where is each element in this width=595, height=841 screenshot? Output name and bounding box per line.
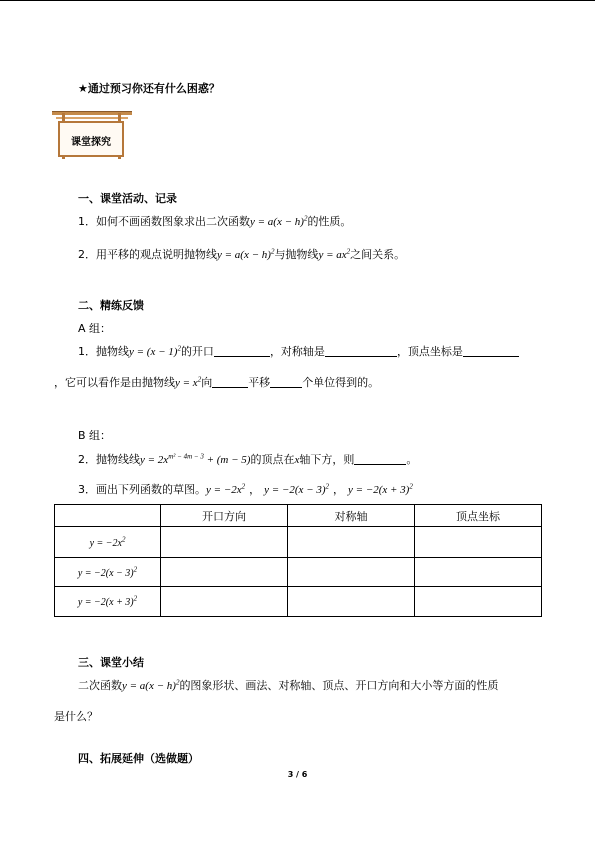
badge-board — [58, 121, 124, 157]
answer-blank-opening[interactable] — [214, 345, 270, 357]
page-top-border — [0, 0, 595, 1]
table-answer-cell[interactable] — [415, 587, 542, 617]
table-row — [55, 587, 542, 617]
table-answer-cell[interactable] — [288, 527, 415, 558]
item-2-formula-1: $y = a(x - h)^2$ — [217, 247, 275, 261]
item-2-text-pre: 2．用平移的观点说明抛物线 — [78, 248, 217, 261]
question-b3: 3．画出下列函数的草图。$y = -2x^2$ ， $y = -2(x - 3)^2$ ， $y = -2(x + 3)^2$ — [78, 482, 413, 496]
table-header-cell: 开口方向 — [161, 505, 288, 527]
item-1-formula: $y = a(x - h)^2$ — [250, 214, 308, 228]
badge-label: 课堂探究 — [71, 137, 111, 148]
item-2-formula-2: $y = ax^2$ — [318, 247, 351, 261]
table-answer-cell[interactable] — [415, 527, 542, 558]
summary-formula: $y = a(x - h)^2$ — [122, 678, 180, 692]
item-2-text-post: 之间关系。 — [350, 248, 406, 261]
table-answer-cell[interactable] — [415, 558, 542, 587]
question-a1-line-1: 1．抛物线$y = (x - 1)^2$的开口 ，对称轴是 ，顶点坐标是 — [78, 343, 519, 359]
table-function-cell: $y = -2x^2$ — [55, 527, 161, 558]
table-answer-cell[interactable] — [288, 558, 415, 587]
item-1-text-post: 的性质。 — [307, 215, 352, 228]
item-1-text-pre: 1．如何不画函数图象求出二次函数 — [78, 215, 250, 228]
table-function-cell: $y = -2(x + 3)^2$ — [55, 587, 161, 617]
answer-blank-axis[interactable] — [325, 345, 397, 357]
table-row — [55, 558, 542, 587]
table-answer-cell[interactable] — [161, 558, 288, 587]
function-properties-table — [54, 504, 542, 617]
section-badge — [52, 107, 132, 159]
section-4-title: 四、拓展延伸（选做题） — [78, 752, 199, 765]
page-number: 3 / 6 — [287, 770, 308, 779]
table-answer-cell[interactable] — [161, 587, 288, 617]
table-header-cell — [55, 505, 161, 527]
question-b2: 2．抛物线线$y = 2x^{m^2 - 4m - 3} + (m - 5)$的顶点在x轴下方，则 。 — [78, 452, 418, 466]
section-1-title: 一、课堂活动、记录 — [78, 192, 177, 205]
b3-formula-3: $y = -2(x + 3)^2$ — [347, 482, 413, 496]
table-header-cell: 顶点坐标 — [415, 505, 542, 527]
table-function-cell: $y = -2(x - 3)^2$ — [55, 558, 161, 587]
group-a-label: A 组： — [78, 322, 112, 335]
summary-line-1: 二次函数$y = a(x - h)^2$的图象形状、画法、对称轴、顶点、开口方向和大小等方面的性质 — [78, 678, 499, 692]
section-1-item-2 — [78, 246, 405, 262]
b3-formula-1: $y = -2x^2$ — [206, 482, 246, 496]
answer-blank-m[interactable] — [354, 453, 406, 465]
group-b-label: B 组： — [78, 429, 112, 442]
a1-formula: $y = (x - 1)^2$ — [129, 344, 181, 358]
table-header-row — [55, 505, 542, 527]
item-2-text-mid: 与抛物线 — [274, 248, 319, 261]
answer-blank-direction[interactable] — [212, 376, 248, 388]
table-answer-cell[interactable] — [161, 527, 288, 558]
a1-formula-2: $y = x^2$ — [175, 375, 202, 389]
table-answer-cell[interactable] — [288, 587, 415, 617]
answer-blank-vertex[interactable] — [463, 345, 519, 357]
table-header-cell: 对称轴 — [288, 505, 415, 527]
b3-formula-2: $y = -2(x - 3)^2$ — [264, 482, 329, 496]
section-1-item-1 — [78, 213, 351, 229]
question-a1-line-2: ，它可以看作是由抛物线$y = x^2$向 平移 个单位得到的。 — [54, 375, 380, 389]
table-row — [55, 527, 542, 558]
answer-blank-units[interactable] — [270, 376, 302, 388]
section-2-title: 二、精练反馈 — [78, 299, 144, 312]
preview-question: ★通过预习你还有什么困惑？ — [78, 82, 220, 95]
section-3-title: 三、课堂小结 — [78, 656, 144, 669]
summary-line-2: 是什么？ — [54, 710, 98, 723]
b2-formula: $y = 2x^{m^2 - 4m - 3} + (m - 5)$ — [140, 452, 251, 466]
